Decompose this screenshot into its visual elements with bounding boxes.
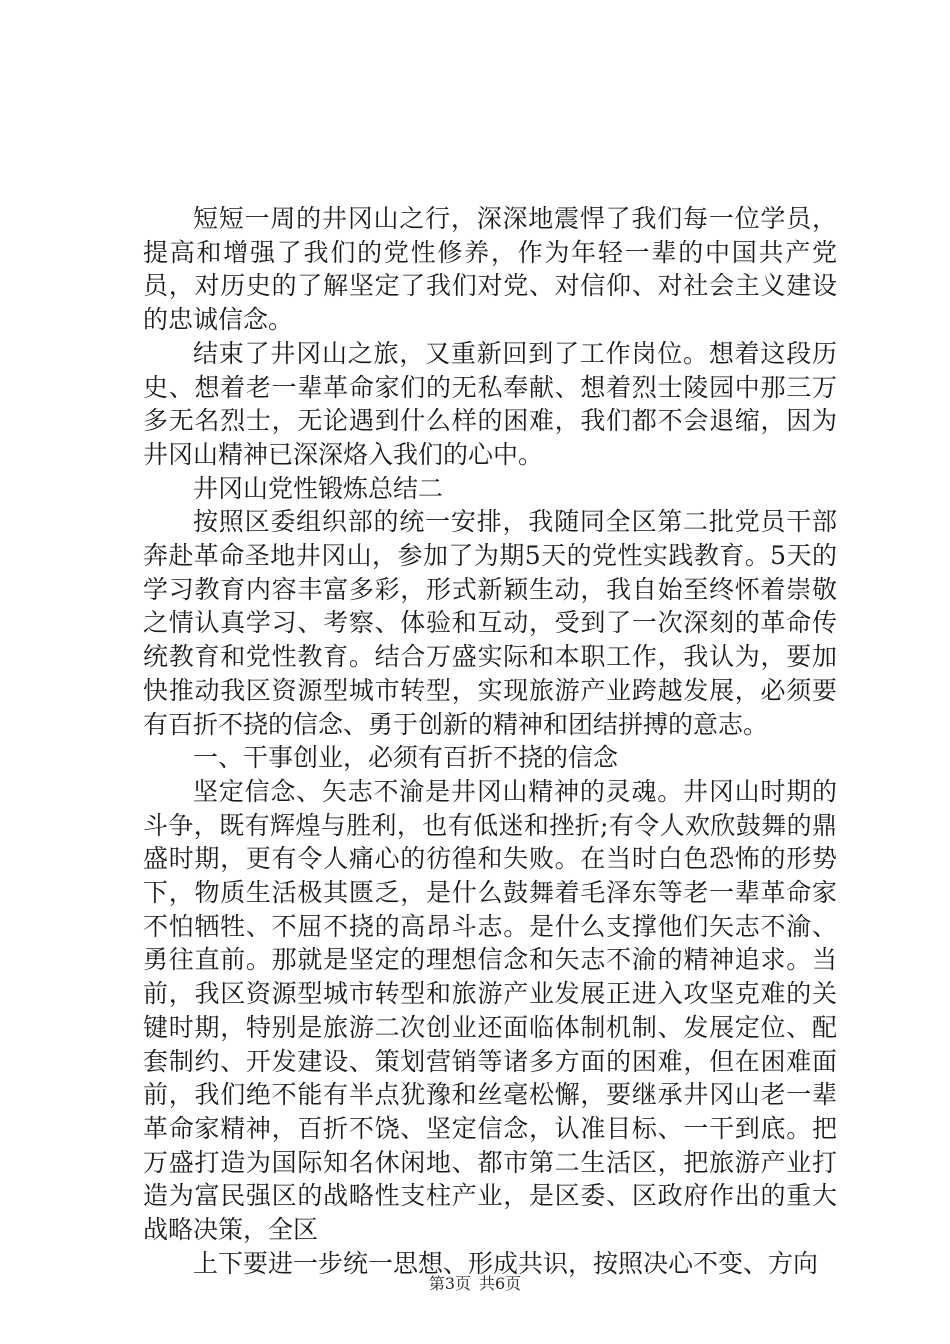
paragraph-3: 按照区委组织部的统一安排，我随同全区第二批党员干部奔赴革命圣地井冈山，参加了为期5天的党性实践教育。5天的学习教育内容丰富多彩，形式新颖生动，我自始至终怀着崇敬之情认真学习、考察、体验和互动，受到了一次深刻的革命传统教育和党性教育。结合万盛实际和本职工作，我认为，要加快推动我区资源型城市转型，实现旅游产业跨越发展，必须要有百折不挠的信念、勇于创新的精神和团结拼搏的意志。 (143, 507, 837, 739)
page-total: 共6页 (479, 1274, 522, 1293)
page-number: 第3页 (428, 1274, 471, 1293)
paragraph-1: 短短一周的井冈山之行，深深地震悍了我们每一位学员，提高和增强了我们的党性修养，作为年轻一辈的中国共产党员，对历史的了解坚定了我们对党、对信仰、对社会主义建设的忠诚信念。 (143, 204, 837, 335)
paragraph-2: 结束了井冈山之旅，又重新回到了工作岗位。想着这段历史、想着老一辈革命家们的无私奉献、想着烈士陵园中那三万多无名烈士，无论遇到什么样的困难，我们都不会退缩，因为井冈山精神已深深烙入我们的心中。 (143, 338, 837, 469)
section-title: 井冈山党性锻炼总结二 (193, 473, 444, 503)
page-footer (0, 1273, 950, 1295)
paragraph-5: 上下要进一步统一思想、形成共识，按照决心不变、方向 (193, 1248, 819, 1278)
document-body (143, 202, 837, 1281)
section-heading-1: 一、干事创业，必须有百折不挠的信念 (193, 743, 619, 773)
paragraph-4: 坚定信念、矢志不渝是井冈山精神的灵魂。井冈山时期的斗争，既有辉煌与胜利，也有低迷和挫折;有令人欢欣鼓舞的鼎盛时期，更有令人痛心的彷徨和失败。在当时白色恐怖的形势下，物质生活极其匮乏，是什么鼓舞着毛泽东等老一辈革命家不怕牺牲、不屈不挠的高昂斗志。是什么支撑他们矢志不渝、勇往直前。那就是坚定的理想信念和矢志不渝的精神追求。当前，我区资源型城市转型和旅游产业发展正进入攻坚克难的关键时期，特别是旅游二次创业还面临体制机制、发展定位、配套制约、开发建设、策划营销等诸多方面的困难，但在困难面前，我们绝不能有半点犹豫和丝毫松懈，要继承井冈山老一辈革命家精神，百折不饶、坚定信念，认准目标、一干到底。把万盛打造为国际知名休闲地、都市第二生活区，把旅游产业打造为富民强区的战略性支柱产业，是区委、区政府作出的重大战略决策，全区 (143, 776, 837, 1245)
